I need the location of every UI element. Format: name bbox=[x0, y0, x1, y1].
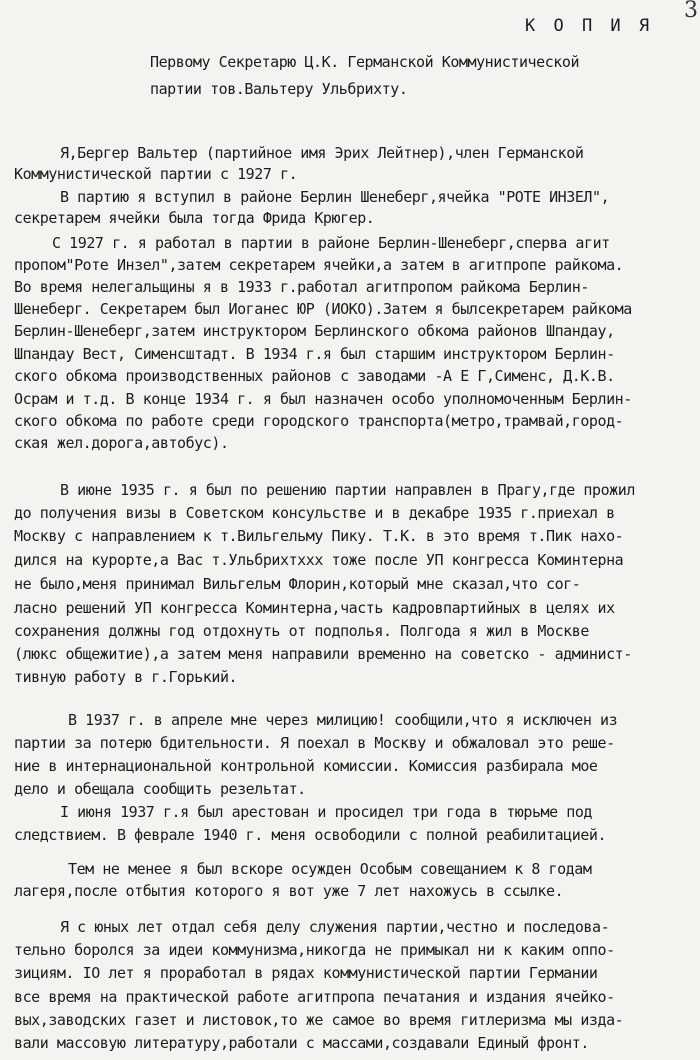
addressee-line: Первому Секретарю Ц.К. Германской Коммунистической bbox=[150, 53, 580, 71]
text-line: Коммунистической партии с 1927 г. bbox=[14, 165, 298, 183]
text-line: ского обкома производственных районов с заводами -А Е Г,Сименс, Д.К.В. bbox=[14, 367, 615, 385]
letter-body bbox=[0, 144, 700, 1060]
text-line: следствием. В феврале 1940 г. меня освободили с полной реабилитацией. bbox=[14, 826, 607, 844]
addressee-line: партии тов.Вальтеру Ульбрихту. bbox=[150, 80, 408, 98]
text-line: партии за потерю бдительности. Я поехал в Москву и обжаловал это реше- bbox=[14, 734, 615, 752]
text-line: ская жел.дорога,автобус). bbox=[14, 434, 229, 452]
text-line: Берлин-Шенеберг,затем инструктором Берлинского обкома районов Шпандау, bbox=[14, 322, 615, 340]
text-line: Тем не менее я был вскоре осужден Особым совещанием к 8 годам bbox=[68, 860, 592, 878]
text-line: дело и обещала сообщить резельтат. bbox=[14, 780, 306, 798]
text-line: вали массовую литературу,работали с массами,создавали Единый фронт. bbox=[14, 1034, 589, 1052]
text-line: I июня 1937 г.я был арестован и просидел три года в тюрьме под bbox=[60, 803, 593, 821]
text-line: пропом"Роте Инзел",затем секретарем ячейки,а затем в агитпропе райкома. bbox=[14, 256, 624, 274]
text-line: С 1927 г. я работал в партии в районе Берлин-Шенеберг,сперва агит bbox=[52, 234, 610, 252]
text-line: секретарем ячейки была тогда Фрида Крюгер. bbox=[14, 209, 375, 227]
text-line: Я,Бергер Вальтер (партийное имя Эрих Лейтнер),член Германской bbox=[60, 144, 584, 162]
text-line: ние в интернациональной контрольной комиссии. Комиссия разбирала мое bbox=[14, 757, 598, 775]
text-line: зициям. IO лет я проработал в рядах коммунистической партии Германии bbox=[14, 964, 598, 982]
text-line: не было,меня принимал Вильгельм Флорин,который мне сказал,что сог- bbox=[14, 575, 581, 593]
text-line: Я с юных лет отдал себя делу служения партии,честно и последова- bbox=[60, 918, 610, 936]
page-number: 3 bbox=[684, 0, 698, 23]
text-line: ского обкома по работе среди городского транспорта(метро,трамвай,город- bbox=[14, 412, 624, 430]
text-line: лагеря,после отбытия которого я вот уже 7 лет нахожусь в ссылке. bbox=[14, 882, 564, 900]
text-line: В 1937 г. в апреле мне через милицию! сообщили,что я исключен из bbox=[68, 711, 618, 729]
text-line: (люкс общежитие),а затем меня направили временно на советско - админист- bbox=[14, 645, 632, 663]
text-line: все время на практической работе агитпропа печатания и издания ячейко- bbox=[14, 988, 615, 1006]
document-heading: К О П И Я bbox=[525, 16, 654, 36]
text-line: до получения визы в Советском консульстве и в декабре 1935 г.приехал в bbox=[14, 504, 615, 522]
text-line: ласно решений УП конгресса Коминтерна,часть кадровпартийных в целях их bbox=[14, 599, 615, 617]
text-line: Шпандау Вест, Сименсштадт. В 1934 г.я был старшим инструктором Берлин- bbox=[14, 345, 615, 363]
text-line: В июне 1935 г. я был по решению партии направлен в Прагу,где прожил bbox=[60, 481, 635, 499]
text-line: Шенеберг. Секретарем был Иоганес ЮР (ИОКО).Затем я былсекретарем райкома bbox=[14, 300, 632, 318]
text-line: тельно боролся за идеи коммунизма,никогда не примыкал ни к каким оппо- bbox=[14, 941, 615, 959]
text-line: В партию я вступил в районе Берлин Шенеберг,ячейка "РОТЕ ИНЗЕЛ", bbox=[60, 188, 610, 206]
text-line: сохранения должны год отдохнуть от подполья. Полгода я жил в Москве bbox=[14, 622, 589, 640]
text-line: вых,заводских газет и листовок,то же самое во время гитлеризма мы изда- bbox=[14, 1011, 624, 1029]
text-line: дился на курорте,а Вас т.Ульбрихтxxx тоже после УП конгресса Коминтерна bbox=[14, 551, 624, 569]
text-line: тивную работу в г.Горький. bbox=[14, 668, 238, 686]
text-line: Москву с направлением к т.Вильгельму Пику. Т.К. в это время т.Пик нахо- bbox=[14, 527, 624, 545]
text-line: Во время нелегальщины я в 1933 г.работал агитпропом райкома Берлин- bbox=[14, 278, 589, 296]
text-line: Осрам и т.д. В конце 1934 г. я был назначен особо уполномоченным Берлин- bbox=[14, 390, 632, 408]
